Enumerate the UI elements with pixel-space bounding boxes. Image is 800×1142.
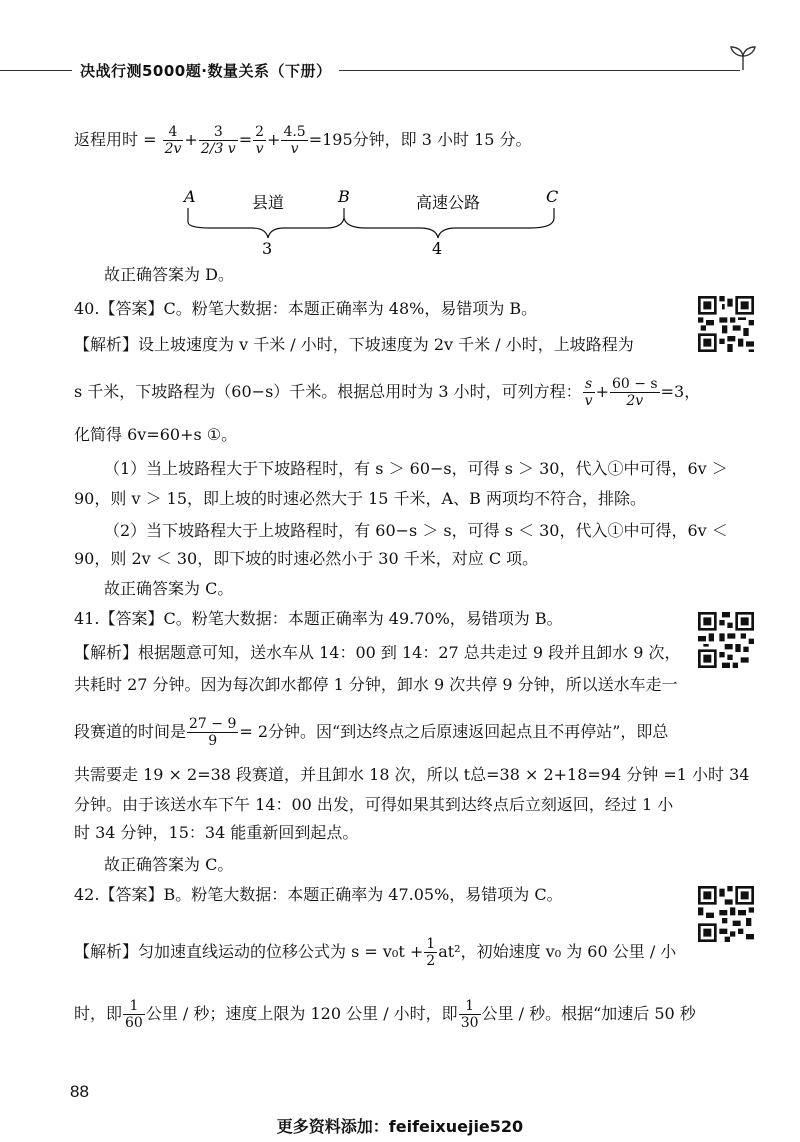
q41-answer: 41.【答案】C。粉笔大数据：本题正确率为 49.70%，易错项为 B。	[74, 609, 563, 628]
q41-analysis-4: 共需要走 19 × 2=38 段赛道，并且卸水 18 次，所以 t总=38 × 2+18=94 分钟 =1 小时 34	[74, 765, 750, 784]
q41-analysis-3: 段赛道的时间是 $\frac{27 - 9}{9}$ = 2分钟。因“到达终点之后原速返回起点且不再停站”，即总	[74, 716, 669, 749]
q41-analysis-2: 共耗时 27 分钟。因为每次卸水都停 1 分钟，卸水 9 次共停 9 分钟，所以送水车走一	[74, 675, 678, 694]
length-4: 4	[432, 239, 443, 258]
book-title: 决战行测5000题·数量关系（下册）	[72, 60, 339, 81]
leaf-icon	[728, 44, 758, 72]
q40-case-2b: 90，则 2v ＜ 30，即下坡的时速必然小于 30 千米，对应 C 项。	[74, 549, 539, 568]
page-number: 88	[70, 1082, 89, 1101]
qr-code-icon[interactable]	[698, 886, 754, 942]
q40-analysis-1: 【解析】设上坡速度为 v 千米 / 小时，下坡速度为 2v 千米 / 小时，上坡路程为	[74, 335, 634, 354]
q41-analysis-5: 分钟。由于该送水车下午 14：00 出发，可得如果其到达终点后立刻返回，经过 1 小	[74, 795, 674, 814]
footer-note: 更多资料添加：feifeixuejie520	[276, 1117, 524, 1136]
q41-analysis-6: 时 34 分钟，15：34 能重新回到起点。	[74, 823, 359, 842]
return-time-formula: 返程用时 = $\frac{4}{2v}$ + $\frac{3}{2/3 v}$ = $\frac{2}{v}$ + $\frac{4.5}{v}$ =195分钟，即 3 小时 15 分。	[74, 124, 532, 157]
answer-d-line: 故正确答案为 D。	[104, 265, 234, 284]
point-b-label: B	[338, 188, 350, 206]
q40-answer: 40.【答案】C。粉笔大数据：本题正确率为 48%，易错项为 B。	[74, 299, 538, 318]
brace-right	[344, 208, 554, 238]
q40-analysis-2: s 千米，下坡路程为（60−s）千米。根据总用时为 3 小时，可列方程： $\frac{s}{v}$ + $\frac{60 - s}{2v}$ =3，	[74, 376, 701, 409]
brace-left	[188, 208, 344, 238]
q40-analysis-3: 化简得 6v=60+s ①。	[74, 425, 238, 444]
q40-case-2a: （2）当下坡路程大于上坡路程时，有 60−s ＞ s，可得 s ＜ 30，代入①中可得，6v ＜	[104, 521, 728, 540]
point-c-label: C	[546, 188, 559, 206]
segment-county-road-label: 县道	[252, 193, 285, 212]
q40-case-1b: 90，则 v ＞ 15，即上坡的时速必然大于 15 千米，A、B 两项均不符合，排除。	[74, 489, 646, 508]
q42-analysis-2: 时，即 $\frac{1}{60}$ 公里 / 秒；速度上限为 120 公里 / 小时，即 $\frac{1}{30}$ 公里 / 秒。根据“加速后 50 秒	[74, 998, 696, 1031]
road-diagram	[180, 188, 560, 258]
answer-c-line-2: 故正确答案为 C。	[104, 855, 234, 874]
answer-c-line-1: 故正确答案为 C。	[104, 579, 234, 598]
q41-analysis-1: 【解析】根据题意可知，送水车从 14：00 到 14：27 总共走过 9 段并且卸水 9 次，	[74, 643, 681, 662]
length-3: 3	[262, 239, 273, 258]
q42-analysis-1: 【解析】匀加速直线运动的位移公式为 s = v₀t + $\frac{1}{2}$ at²，初始速度 v₀ 为 60 公里 / 小	[74, 936, 677, 969]
point-a-label: A	[184, 188, 196, 206]
q42-answer: 42.【答案】B。粉笔大数据：本题正确率为 47.05%，易错项为 C。	[74, 885, 563, 904]
segment-highway-label: 高速公路	[416, 193, 481, 212]
q40-case-1a: （1）当上坡路程大于下坡路程时，有 s ＞ 60−s，可得 s ＞ 30，代入①中可得，6v ＞	[104, 459, 728, 478]
